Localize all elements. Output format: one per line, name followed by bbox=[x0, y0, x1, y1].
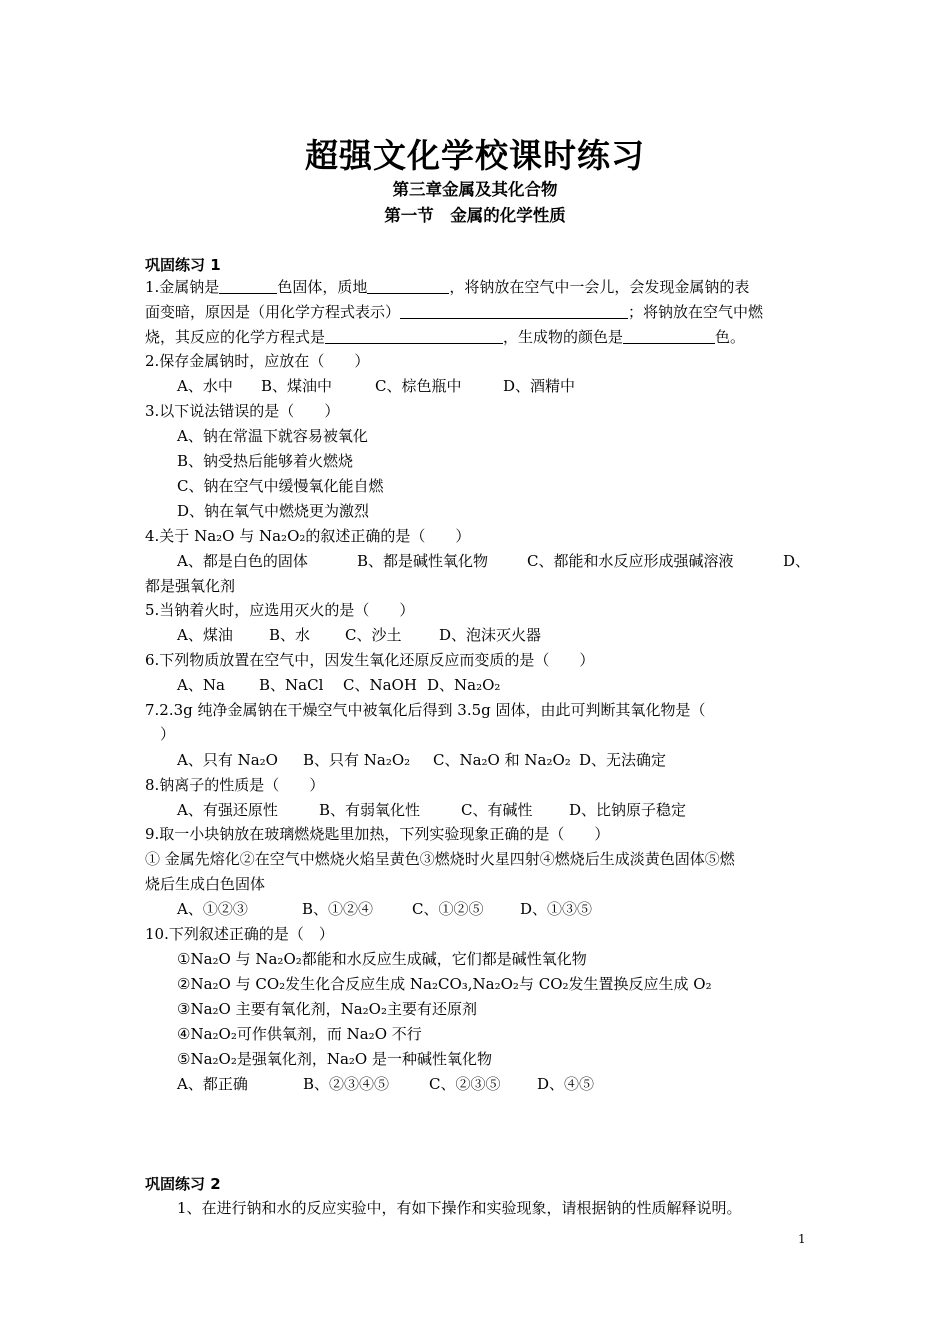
q2-option-c[interactable]: C、棕色瓶中 bbox=[375, 377, 462, 395]
q10-option-d[interactable]: D、④⑤ bbox=[537, 1075, 595, 1093]
q10-statement-2: ②Na₂O 与 CO₂发生化合反应生成 Na₂CO₃,Na₂O₂与 CO₂发生置换反应生成 O₂ bbox=[177, 975, 712, 993]
q7-option-b[interactable]: B、只有 Na₂O₂ bbox=[303, 751, 411, 769]
q9-option-b[interactable]: B、①②④ bbox=[302, 900, 374, 918]
q8-options bbox=[177, 800, 686, 820]
q9-options bbox=[177, 899, 592, 919]
q9-option-a[interactable]: A、①②③ bbox=[177, 900, 248, 918]
chapter-title: 第三章金属及其化合物 bbox=[392, 180, 558, 199]
q6-options bbox=[177, 675, 500, 695]
q7-option-a[interactable]: A、只有 Na₂O bbox=[177, 751, 278, 769]
q4-options bbox=[177, 551, 810, 571]
q9-option-d[interactable]: D、①③⑤ bbox=[520, 900, 593, 918]
q1-line1 bbox=[145, 277, 749, 297]
q8-option-c[interactable]: C、有碱性 bbox=[461, 801, 533, 819]
q1-line2 bbox=[145, 302, 763, 322]
q6-option-b[interactable]: B、NaCl bbox=[259, 676, 324, 694]
q9-option-c[interactable]: C、①②⑤ bbox=[412, 900, 484, 918]
q1-text-a: 1.金属钠是 bbox=[145, 278, 220, 296]
q1-blank-color[interactable] bbox=[219, 279, 277, 294]
q7-stem: 7.2.3g 纯净金属钠在干燥空气中被氧化后得到 3.5g 固体，由此可判断其氧化物是（ bbox=[145, 701, 706, 719]
q2-option-d[interactable]: D、酒精中 bbox=[503, 377, 576, 395]
q4-option-d-cont: 都是强氧化剂 bbox=[145, 577, 236, 595]
q3-option-b[interactable]: B、钠受热后能够着火燃烧 bbox=[177, 452, 354, 470]
q8-option-b[interactable]: B、有弱氧化性 bbox=[319, 801, 421, 819]
q10-statement-3: ③Na₂O 主要有氧化剂，Na₂O₂主要有还原剂 bbox=[177, 1000, 477, 1018]
q8-stem: 8.钠离子的性质是（ ） bbox=[145, 776, 325, 794]
q1-text-f: 烧，其反应的化学方程式是 bbox=[145, 328, 326, 346]
q1-blank-product-color[interactable] bbox=[623, 329, 715, 344]
q6-stem: 6.下列物质放置在空气中，因发生氧化还原反应而变质的是（ ） bbox=[145, 651, 595, 669]
q8-option-d[interactable]: D、比钠原子稳定 bbox=[569, 801, 687, 819]
q10-option-c[interactable]: C、②③⑤ bbox=[429, 1075, 501, 1093]
q1-text-b: 色固体，质地 bbox=[277, 278, 368, 296]
q8-option-a[interactable]: A、有强还原性 bbox=[177, 801, 278, 819]
q1-text-d: 面变暗，原因是（用化学方程式表示） bbox=[145, 303, 401, 321]
q1-blank-equation1[interactable] bbox=[400, 304, 628, 319]
q2-options bbox=[177, 376, 575, 396]
q5-option-d[interactable]: D、泡沫灭火器 bbox=[439, 626, 542, 644]
q5-options bbox=[177, 625, 541, 645]
q6-option-d[interactable]: D、Na₂O₂ bbox=[427, 676, 501, 694]
q4-option-b[interactable]: B、都是碱性氧化物 bbox=[357, 552, 489, 570]
q1-blank-texture[interactable] bbox=[367, 279, 449, 294]
q10-statement-4: ④Na₂O₂可作供氧剂，而 Na₂O 不行 bbox=[177, 1025, 422, 1043]
q10-statement-1: ①Na₂O 与 Na₂O₂都能和水反应生成碱，它们都是碱性氧化物 bbox=[177, 950, 587, 968]
q10-stem: 10.下列叙述正确的是（ ） bbox=[145, 925, 334, 943]
q10-option-b[interactable]: B、②③④⑤ bbox=[303, 1075, 390, 1093]
q4-stem: 4.关于 Na₂O 与 Na₂O₂的叙述正确的是（ ） bbox=[145, 527, 471, 545]
q1-text-h: 色。 bbox=[715, 328, 746, 346]
q2-option-a[interactable]: A、水中 bbox=[177, 377, 233, 395]
q9-statements-line1: ① 金属先熔化②在空气中燃烧火焰呈黄色③燃烧时火星四射④燃烧后生成淡黄色固体⑤燃 bbox=[145, 850, 735, 868]
q1-line3 bbox=[145, 327, 745, 347]
q10-option-a[interactable]: A、都正确 bbox=[177, 1075, 248, 1093]
q7-option-c[interactable]: C、Na₂O 和 Na₂O₂ bbox=[433, 751, 571, 769]
q1-text-c: ，将钠放在空气中一会儿，会发现金属钠的表 bbox=[449, 278, 750, 296]
q7-stem-cont: ） bbox=[160, 725, 176, 743]
part2-heading: 巩固练习 2 bbox=[145, 1175, 221, 1193]
q3-stem: 3.以下说法错误的是（ ） bbox=[145, 402, 340, 420]
section-title: 第一节 金属的化学性质 bbox=[384, 206, 566, 225]
q3-option-a[interactable]: A、钠在常温下就容易被氧化 bbox=[177, 427, 368, 445]
q1-text-e: ；将钠放在空气中燃 bbox=[628, 303, 764, 321]
part1-heading: 巩固练习 1 bbox=[145, 256, 221, 274]
q5-stem: 5.当钠着火时，应选用灭火的是（ ） bbox=[145, 601, 415, 619]
q4-option-d[interactable]: D、 bbox=[783, 552, 811, 570]
page-number: 1 bbox=[798, 1232, 806, 1246]
q2-stem: 2.保存金属钠时，应放在（ ） bbox=[145, 352, 370, 370]
q5-option-a[interactable]: A、煤油 bbox=[177, 626, 233, 644]
q3-option-d[interactable]: D、钠在氧气中燃烧更为激烈 bbox=[177, 502, 370, 520]
q5-option-b[interactable]: B、水 bbox=[269, 626, 311, 644]
part2-question-1: 1、在进行钠和水的反应实验中，有如下操作和实验现象，请根据钠的性质解释说明。 bbox=[177, 1199, 742, 1217]
q9-statements-line2: 烧后生成白色固体 bbox=[145, 875, 266, 893]
q7-options bbox=[177, 750, 666, 770]
q7-option-d[interactable]: D、无法确定 bbox=[579, 751, 667, 769]
q4-option-c[interactable]: C、都能和水反应形成强碱溶液 bbox=[527, 552, 734, 570]
q6-option-c[interactable]: C、NaOH bbox=[343, 676, 417, 694]
q3-option-c[interactable]: C、钠在空气中缓慢氧化能自燃 bbox=[177, 477, 384, 495]
q10-statement-5: ⑤Na₂O₂是强氧化剂，Na₂O 是一种碱性氧化物 bbox=[177, 1050, 492, 1068]
q10-options bbox=[177, 1074, 594, 1094]
q5-option-c[interactable]: C、沙土 bbox=[345, 626, 402, 644]
q4-option-a[interactable]: A、都是白色的固体 bbox=[177, 552, 308, 570]
q6-option-a[interactable]: A、Na bbox=[177, 676, 225, 694]
q9-stem: 9.取一小块钠放在玻璃燃烧匙里加热，下列实验现象正确的是（ ） bbox=[145, 825, 610, 843]
q1-blank-equation2[interactable] bbox=[325, 329, 503, 344]
q1-text-g: ，生成物的颜色是 bbox=[503, 328, 624, 346]
q2-option-b[interactable]: B、煤油中 bbox=[261, 377, 333, 395]
page-title: 超强文化学校课时练习 bbox=[305, 136, 645, 175]
